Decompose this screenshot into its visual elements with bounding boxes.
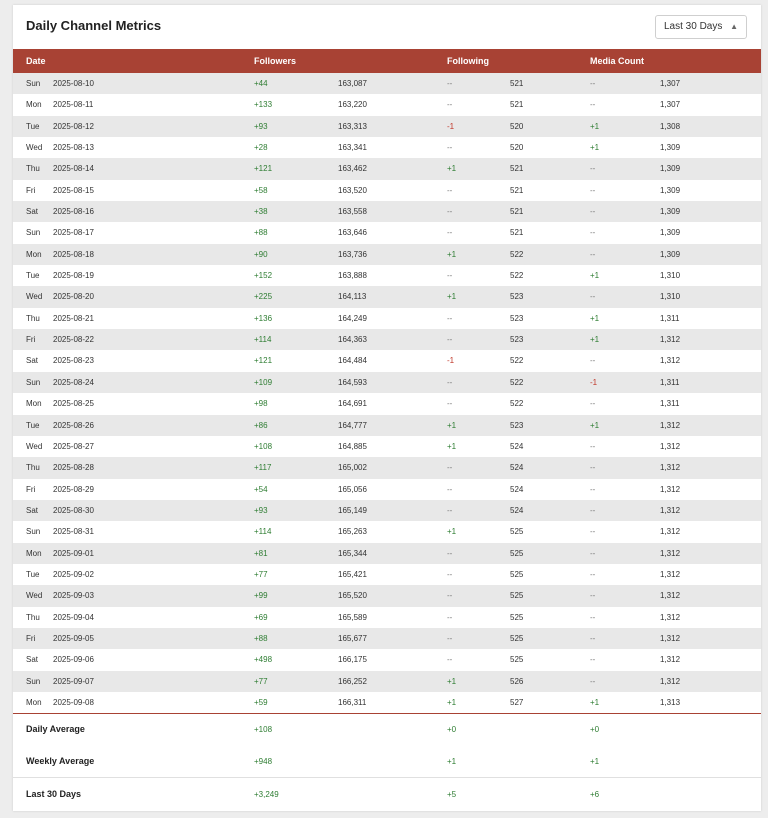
date-range-value: Last 30 Days bbox=[664, 21, 723, 32]
cell-followers-total: 165,056 bbox=[338, 484, 367, 494]
cell-day: Fri bbox=[26, 185, 36, 195]
cell-followers-total: 164,777 bbox=[338, 420, 367, 430]
cell-followers-total: 166,252 bbox=[338, 676, 367, 686]
cell-media-total: 1,309 bbox=[660, 228, 681, 238]
cell-media-change: +1 bbox=[590, 697, 600, 707]
cell-media-total: 1,312 bbox=[660, 484, 681, 494]
cell-media-total: 1,311 bbox=[660, 377, 680, 387]
cell-followers-change: +98 bbox=[254, 399, 268, 409]
cell-date: 2025-09-03 bbox=[53, 591, 94, 601]
cell-following-total: 523 bbox=[510, 335, 524, 345]
table-row bbox=[13, 393, 761, 414]
cell-following-change: -- bbox=[447, 505, 453, 515]
cell-day: Tue bbox=[26, 420, 40, 430]
summary-followers: +108 bbox=[254, 725, 273, 734]
cell-following-change: -- bbox=[447, 207, 453, 217]
cell-date: 2025-09-05 bbox=[53, 633, 94, 643]
cell-media-change: -- bbox=[590, 505, 596, 515]
cell-day: Fri bbox=[26, 335, 36, 345]
cell-media-change: +1 bbox=[590, 143, 600, 153]
cell-following-total: 521 bbox=[510, 164, 524, 174]
cell-followers-total: 164,249 bbox=[338, 313, 367, 323]
table-row bbox=[13, 286, 761, 307]
cell-followers-change: +114 bbox=[254, 335, 272, 345]
cell-followers-change: +117 bbox=[254, 463, 272, 473]
cell-day: Sat bbox=[26, 505, 39, 515]
summary-label: Daily Average bbox=[26, 724, 85, 734]
cell-media-total: 1,313 bbox=[660, 697, 681, 707]
cell-date: 2025-08-28 bbox=[53, 463, 94, 473]
cell-following-total: 525 bbox=[510, 612, 524, 622]
table-row bbox=[13, 180, 761, 201]
cell-media-change: -- bbox=[590, 484, 596, 494]
cell-media-change: -- bbox=[590, 356, 596, 366]
cell-media-change: -- bbox=[590, 569, 596, 579]
cell-media-change: -- bbox=[590, 463, 596, 473]
cell-media-change: +1 bbox=[590, 313, 600, 323]
cell-following-total: 524 bbox=[510, 505, 524, 515]
cell-date: 2025-09-04 bbox=[53, 612, 94, 622]
cell-media-total: 1,312 bbox=[660, 356, 681, 366]
cell-following-total: 525 bbox=[510, 548, 524, 558]
cell-following-total: 520 bbox=[510, 121, 524, 131]
table-row bbox=[13, 372, 761, 393]
col-following-header[interactable]: Following bbox=[447, 56, 489, 66]
cell-following-total: 520 bbox=[510, 143, 524, 153]
table-header bbox=[13, 49, 761, 73]
cell-followers-change: +133 bbox=[254, 100, 273, 110]
cell-media-change: -- bbox=[590, 612, 596, 622]
cell-followers-total: 165,149 bbox=[338, 505, 367, 515]
summary-followers: +3,249 bbox=[254, 790, 279, 799]
cell-following-change: -- bbox=[447, 633, 453, 643]
cell-media-change: -- bbox=[590, 79, 596, 88]
cell-following-total: 521 bbox=[510, 100, 524, 110]
cell-followers-total: 165,589 bbox=[338, 612, 367, 622]
cell-day: Thu bbox=[26, 612, 40, 622]
cell-media-change: +1 bbox=[590, 420, 600, 430]
cell-day: Sun bbox=[26, 79, 41, 88]
cell-following-change: -- bbox=[447, 591, 453, 601]
cell-following-change: -- bbox=[447, 548, 453, 558]
table-row bbox=[13, 585, 761, 606]
cell-following-total: 524 bbox=[510, 441, 524, 451]
cell-day: Sat bbox=[26, 655, 39, 665]
summary-following: +0 bbox=[447, 725, 457, 734]
cell-followers-change: +108 bbox=[254, 441, 273, 451]
col-date-header[interactable]: Date bbox=[26, 56, 46, 66]
cell-media-total: 1,307 bbox=[660, 79, 681, 88]
cell-followers-change: +225 bbox=[254, 292, 273, 302]
cell-day: Tue bbox=[26, 121, 40, 131]
cell-media-total: 1,307 bbox=[660, 100, 681, 110]
cell-following-change: -- bbox=[447, 79, 453, 88]
cell-following-total: 522 bbox=[510, 356, 524, 366]
table-body bbox=[13, 73, 761, 713]
cell-date: 2025-08-16 bbox=[53, 207, 94, 217]
cell-day: Sat bbox=[26, 356, 39, 366]
cell-day: Wed bbox=[26, 591, 43, 601]
cell-followers-total: 165,263 bbox=[338, 527, 367, 537]
cell-followers-total: 163,313 bbox=[338, 121, 367, 131]
cell-followers-total: 165,344 bbox=[338, 548, 367, 558]
table-row bbox=[13, 628, 761, 649]
cell-media-total: 1,312 bbox=[660, 612, 681, 622]
cell-media-change: -- bbox=[590, 676, 596, 686]
cell-date: 2025-08-17 bbox=[53, 228, 94, 238]
cell-date: 2025-09-02 bbox=[53, 569, 94, 579]
cell-following-change: -- bbox=[447, 484, 453, 494]
cell-followers-change: +88 bbox=[254, 633, 268, 643]
table-row bbox=[13, 265, 761, 286]
cell-followers-total: 166,311 bbox=[338, 697, 367, 707]
table-row bbox=[13, 607, 761, 628]
cell-followers-change: +114 bbox=[254, 527, 272, 537]
table-row bbox=[13, 649, 761, 670]
cell-following-change: -- bbox=[447, 377, 453, 387]
cell-media-total: 1,309 bbox=[660, 143, 681, 153]
cell-day: Mon bbox=[26, 249, 42, 259]
summary-row-weekly bbox=[13, 750, 761, 772]
metrics-card bbox=[13, 5, 761, 811]
cell-following-total: 525 bbox=[510, 527, 524, 537]
cell-following-change: -- bbox=[447, 655, 453, 665]
cell-following-change: +1 bbox=[447, 249, 457, 259]
cell-following-change: +1 bbox=[447, 420, 457, 430]
cell-date: 2025-08-20 bbox=[53, 292, 94, 302]
summary-divider bbox=[13, 713, 761, 714]
cell-following-change: -1 bbox=[447, 121, 455, 131]
cell-date: 2025-09-01 bbox=[53, 548, 94, 558]
table-row bbox=[13, 73, 761, 94]
cell-media-total: 1,312 bbox=[660, 463, 681, 473]
cell-following-total: 526 bbox=[510, 676, 524, 686]
cell-date: 2025-09-06 bbox=[53, 655, 94, 665]
cell-media-change: -- bbox=[590, 228, 596, 238]
table-row bbox=[13, 116, 761, 137]
cell-followers-total: 166,175 bbox=[338, 655, 367, 665]
cell-following-change: -- bbox=[447, 612, 453, 622]
cell-media-total: 1,312 bbox=[660, 676, 681, 686]
cell-followers-change: +136 bbox=[254, 313, 273, 323]
cell-date: 2025-08-15 bbox=[53, 185, 94, 195]
cell-followers-change: +93 bbox=[254, 505, 268, 515]
table-row bbox=[13, 137, 761, 158]
cell-media-change: -- bbox=[590, 249, 596, 259]
cell-followers-total: 163,341 bbox=[338, 143, 367, 153]
cell-media-total: 1,312 bbox=[660, 655, 681, 665]
cell-following-change: -- bbox=[447, 143, 453, 153]
table-row bbox=[13, 158, 761, 179]
cell-media-total: 1,309 bbox=[660, 185, 681, 195]
cell-following-change: -- bbox=[447, 569, 453, 579]
cell-followers-change: +152 bbox=[254, 271, 273, 281]
cell-day: Mon bbox=[26, 548, 42, 558]
cell-date: 2025-08-14 bbox=[53, 164, 94, 174]
cell-followers-change: +77 bbox=[254, 569, 268, 579]
cell-day: Wed bbox=[26, 143, 43, 153]
cell-media-total: 1,309 bbox=[660, 207, 681, 217]
cell-date: 2025-08-26 bbox=[53, 420, 94, 430]
cell-day: Sun bbox=[26, 228, 41, 238]
cell-following-change: -1 bbox=[447, 356, 455, 366]
cell-following-change: -- bbox=[447, 271, 453, 281]
cell-date: 2025-08-29 bbox=[53, 484, 94, 494]
cell-following-change: -- bbox=[447, 463, 453, 473]
summary-media: +0 bbox=[590, 725, 600, 734]
cell-media-total: 1,312 bbox=[660, 633, 681, 643]
cell-followers-change: +38 bbox=[254, 207, 268, 217]
cell-following-total: 521 bbox=[510, 207, 524, 217]
cell-followers-total: 163,462 bbox=[338, 164, 367, 174]
cell-followers-change: +121 bbox=[254, 356, 273, 366]
cell-followers-change: +498 bbox=[254, 655, 273, 665]
summary-following: +1 bbox=[447, 757, 457, 766]
date-range-select[interactable] bbox=[655, 15, 747, 39]
cell-following-total: 525 bbox=[510, 655, 524, 665]
col-followers-header[interactable]: Followers bbox=[254, 56, 297, 66]
cell-followers-change: +93 bbox=[254, 121, 268, 131]
cell-media-change: -- bbox=[590, 655, 596, 665]
page-title: Daily Channel Metrics bbox=[26, 18, 162, 33]
chevron-updown-icon: ▲ bbox=[730, 22, 738, 31]
cell-following-change: -- bbox=[447, 228, 453, 238]
cell-media-total: 1,312 bbox=[660, 591, 681, 601]
cell-followers-total: 164,113 bbox=[338, 292, 367, 302]
summary-followers: +948 bbox=[254, 757, 273, 766]
cell-media-total: 1,312 bbox=[660, 335, 681, 345]
cell-media-total: 1,309 bbox=[660, 249, 681, 259]
cell-day: Sun bbox=[26, 527, 41, 537]
cell-media-change: -1 bbox=[590, 377, 598, 387]
cell-following-change: +1 bbox=[447, 676, 457, 686]
summary-separator bbox=[13, 777, 761, 778]
summary-following: +5 bbox=[447, 790, 457, 799]
cell-followers-total: 164,593 bbox=[338, 377, 367, 387]
cell-followers-total: 163,220 bbox=[338, 100, 367, 110]
cell-following-total: 523 bbox=[510, 292, 524, 302]
cell-media-change: -- bbox=[590, 164, 596, 174]
cell-day: Wed bbox=[26, 441, 43, 451]
cell-media-change: -- bbox=[590, 399, 596, 409]
cell-day: Mon bbox=[26, 100, 42, 110]
table-row bbox=[13, 308, 761, 329]
cell-media-change: +1 bbox=[590, 121, 600, 131]
cell-following-change: +1 bbox=[447, 292, 457, 302]
table-row bbox=[13, 94, 761, 115]
cell-followers-total: 163,087 bbox=[338, 79, 367, 88]
summary-media: +6 bbox=[590, 790, 600, 799]
cell-day: Sat bbox=[26, 207, 39, 217]
table-row bbox=[13, 436, 761, 457]
cell-day: Fri bbox=[26, 484, 36, 494]
cell-followers-change: +88 bbox=[254, 228, 268, 238]
cell-date: 2025-08-18 bbox=[53, 249, 94, 259]
table-row bbox=[13, 350, 761, 371]
table-row bbox=[13, 457, 761, 478]
cell-day: Sun bbox=[26, 377, 41, 387]
cell-followers-total: 163,558 bbox=[338, 207, 367, 217]
cell-followers-total: 163,646 bbox=[338, 228, 367, 238]
cell-followers-change: +28 bbox=[254, 143, 268, 153]
cell-followers-change: +54 bbox=[254, 484, 268, 494]
cell-date: 2025-08-12 bbox=[53, 121, 94, 131]
cell-media-change: -- bbox=[590, 100, 596, 110]
table-row bbox=[13, 671, 761, 692]
cell-followers-change: +77 bbox=[254, 676, 268, 686]
cell-day: Fri bbox=[26, 633, 36, 643]
summary-row-30days bbox=[13, 783, 761, 805]
cell-followers-change: +59 bbox=[254, 697, 268, 707]
cell-following-total: 525 bbox=[510, 633, 524, 643]
table-row bbox=[13, 500, 761, 521]
cell-followers-total: 163,736 bbox=[338, 249, 367, 259]
cell-media-change: -- bbox=[590, 527, 596, 537]
summary-media: +1 bbox=[590, 757, 600, 766]
summary-label: Weekly Average bbox=[26, 756, 95, 766]
cell-followers-total: 165,002 bbox=[338, 463, 367, 473]
cell-media-change: -- bbox=[590, 185, 596, 195]
cell-followers-total: 165,677 bbox=[338, 633, 367, 643]
cell-followers-total: 164,484 bbox=[338, 356, 367, 366]
cell-following-total: 523 bbox=[510, 420, 524, 430]
cell-day: Tue bbox=[26, 569, 40, 579]
cell-following-total: 525 bbox=[510, 591, 524, 601]
table-row bbox=[13, 479, 761, 500]
cell-date: 2025-08-10 bbox=[53, 79, 94, 88]
summary-row-daily bbox=[13, 718, 761, 740]
summary-label: Last 30 Days bbox=[26, 789, 82, 799]
cell-day: Wed bbox=[26, 292, 43, 302]
table-row bbox=[13, 201, 761, 222]
cell-media-total: 1,312 bbox=[660, 441, 681, 451]
cell-followers-change: +86 bbox=[254, 420, 268, 430]
cell-media-total: 1,312 bbox=[660, 527, 681, 537]
cell-followers-change: +69 bbox=[254, 612, 268, 622]
cell-followers-total: 163,888 bbox=[338, 271, 367, 281]
cell-day: Thu bbox=[26, 164, 40, 174]
cell-media-change: -- bbox=[590, 633, 596, 643]
cell-followers-total: 164,691 bbox=[338, 399, 367, 409]
cell-date: 2025-08-13 bbox=[53, 143, 94, 153]
cell-followers-total: 165,520 bbox=[338, 591, 367, 601]
cell-date: 2025-08-23 bbox=[53, 356, 94, 366]
cell-following-total: 522 bbox=[510, 271, 524, 281]
cell-day: Mon bbox=[26, 399, 42, 409]
cell-date: 2025-08-24 bbox=[53, 377, 94, 387]
cell-following-change: -- bbox=[447, 313, 453, 323]
cell-day: Thu bbox=[26, 313, 40, 323]
cell-media-total: 1,310 bbox=[660, 292, 681, 302]
cell-media-total: 1,312 bbox=[660, 569, 681, 579]
cell-following-change: +1 bbox=[447, 164, 457, 174]
cell-following-total: 523 bbox=[510, 313, 524, 323]
table-row bbox=[13, 692, 761, 713]
cell-following-total: 521 bbox=[510, 228, 524, 238]
cell-media-total: 1,312 bbox=[660, 420, 681, 430]
table-row bbox=[13, 415, 761, 436]
cell-following-total: 524 bbox=[510, 463, 524, 473]
cell-date: 2025-08-27 bbox=[53, 441, 94, 451]
cell-media-change: -- bbox=[590, 548, 596, 558]
cell-followers-total: 164,885 bbox=[338, 441, 367, 451]
cell-followers-total: 165,421 bbox=[338, 569, 367, 579]
cell-date: 2025-09-07 bbox=[53, 676, 94, 686]
cell-following-total: 521 bbox=[510, 79, 524, 88]
table-row bbox=[13, 329, 761, 350]
cell-following-total: 522 bbox=[510, 249, 524, 259]
table-row bbox=[13, 244, 761, 265]
table-row bbox=[13, 222, 761, 243]
cell-following-change: +1 bbox=[447, 527, 457, 537]
cell-media-total: 1,308 bbox=[660, 121, 681, 131]
cell-following-change: -- bbox=[447, 100, 453, 110]
cell-following-total: 522 bbox=[510, 399, 524, 409]
cell-media-total: 1,310 bbox=[660, 271, 681, 281]
cell-media-total: 1,311 bbox=[660, 399, 680, 409]
cell-following-change: +1 bbox=[447, 697, 457, 707]
cell-following-total: 521 bbox=[510, 185, 524, 195]
cell-date: 2025-08-11 bbox=[53, 100, 94, 110]
cell-media-change: -- bbox=[590, 292, 596, 302]
cell-day: Thu bbox=[26, 463, 40, 473]
cell-followers-change: +121 bbox=[254, 164, 273, 174]
cell-following-change: -- bbox=[447, 335, 453, 345]
cell-media-total: 1,312 bbox=[660, 548, 681, 558]
cell-following-total: 524 bbox=[510, 484, 524, 494]
cell-date: 2025-08-22 bbox=[53, 335, 94, 345]
cell-date: 2025-08-21 bbox=[53, 313, 94, 323]
cell-day: Sun bbox=[26, 676, 41, 686]
cell-media-total: 1,309 bbox=[660, 164, 681, 174]
cell-following-change: -- bbox=[447, 185, 453, 195]
cell-day: Mon bbox=[26, 697, 42, 707]
cell-following-total: 522 bbox=[510, 377, 524, 387]
cell-following-change: -- bbox=[447, 399, 453, 409]
table-row bbox=[13, 543, 761, 564]
cell-date: 2025-08-30 bbox=[53, 505, 94, 515]
cell-date: 2025-08-31 bbox=[53, 527, 94, 537]
cell-media-total: 1,312 bbox=[660, 505, 681, 515]
cell-followers-change: +44 bbox=[254, 79, 268, 88]
cell-media-change: -- bbox=[590, 207, 596, 217]
cell-media-change: -- bbox=[590, 591, 596, 601]
cell-media-change: +1 bbox=[590, 335, 600, 345]
cell-following-total: 525 bbox=[510, 569, 524, 579]
cell-date: 2025-09-08 bbox=[53, 697, 94, 707]
table-row bbox=[13, 521, 761, 542]
cell-date: 2025-08-25 bbox=[53, 399, 94, 409]
cell-followers-change: +58 bbox=[254, 185, 268, 195]
cell-media-change: -- bbox=[590, 441, 596, 451]
cell-media-change: +1 bbox=[590, 271, 600, 281]
col-media-header[interactable]: Media Count bbox=[590, 56, 644, 66]
cell-day: Tue bbox=[26, 271, 40, 281]
cell-following-total: 527 bbox=[510, 697, 524, 707]
cell-followers-total: 163,520 bbox=[338, 185, 367, 195]
cell-followers-change: +90 bbox=[254, 249, 268, 259]
cell-media-total: 1,311 bbox=[660, 313, 680, 323]
cell-following-change: +1 bbox=[447, 441, 457, 451]
cell-followers-change: +99 bbox=[254, 591, 268, 601]
cell-followers-change: +81 bbox=[254, 548, 268, 558]
cell-followers-total: 164,363 bbox=[338, 335, 367, 345]
table-row bbox=[13, 564, 761, 585]
cell-followers-change: +109 bbox=[254, 377, 273, 387]
cell-date: 2025-08-19 bbox=[53, 271, 94, 281]
